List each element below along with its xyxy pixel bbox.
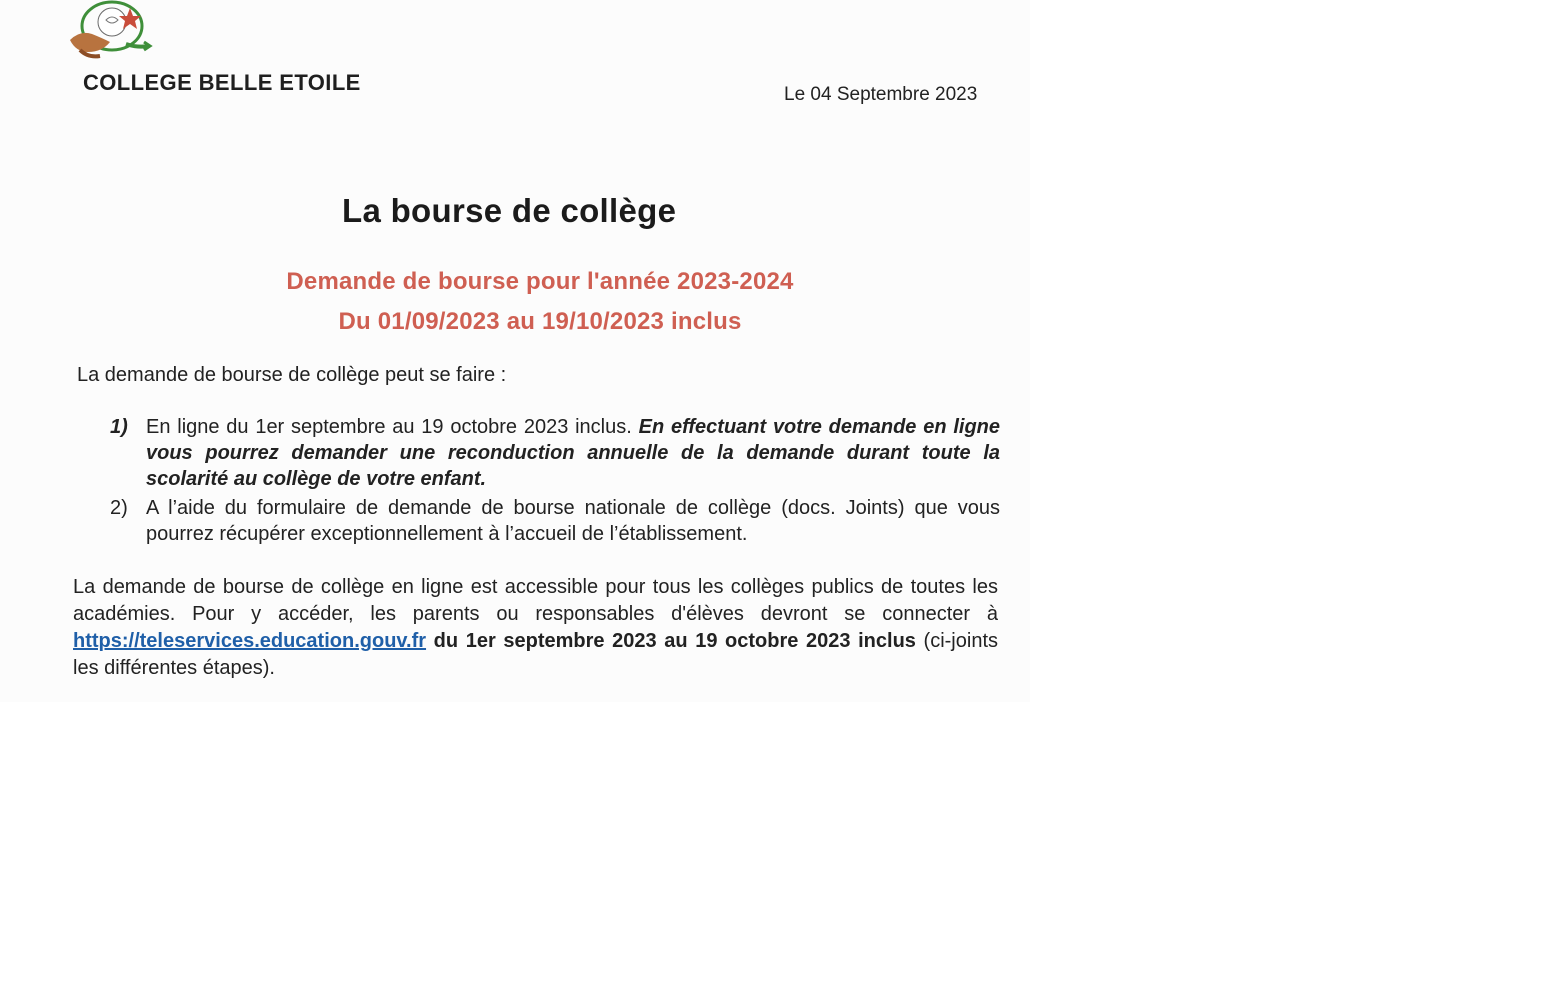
list-item <box>110 414 1000 492</box>
list-item-emphasis: En effectuant votre demande en ligne vous pourrez demander une reconduction annuelle de la demande durant toute la scolarité au collège de votre enfant. <box>146 416 1001 490</box>
page-title: La bourse de collège <box>342 192 677 229</box>
list-item-number: 2) <box>110 497 128 519</box>
intro-text: La demande de bourse de collège peut se faire : <box>77 364 507 386</box>
letter-date: Le 04 Septembre 2023 <box>784 84 978 105</box>
teleservices-link[interactable]: https://teleservices.education.gouv.fr <box>73 630 427 652</box>
scanned-page <box>0 0 1030 702</box>
list-item-text <box>146 414 1000 492</box>
info-dates: du 1er septembre 2023 au 19 octobre 2023 inclus <box>433 630 916 652</box>
info-paragraph <box>73 574 998 682</box>
list-item-text <box>146 495 1000 547</box>
list-item-main-text: A l’aide du formulaire de demande de bourse nationale de collège (docs. Joints) que vous pourrez récupérer exceptionnellement à l’accueil de l’établissement. <box>146 497 1000 545</box>
list-item-number: 1) <box>110 416 128 438</box>
subtitle-period: Du 01/09/2023 au 19/10/2023 inclus <box>338 308 742 335</box>
school-name: COLLEGE BELLE ETOILE <box>83 70 361 95</box>
info-text: La demande de bourse de collège en ligne est accessible pour tous les collèges publics de toutes les académies. Pour y accéder, les parents ou responsables d'élèves devront se connecter à <box>73 576 998 625</box>
info-text-after: (ci-joints les différentes étapes). <box>73 630 998 679</box>
list-item <box>110 495 1000 547</box>
school-logo-icon <box>66 0 158 66</box>
list-item-main-text: En ligne du 1er septembre au 19 octobre 2023 inclus. <box>146 416 632 438</box>
subtitle-year: Demande de bourse pour l'année 2023-2024 <box>286 268 794 295</box>
